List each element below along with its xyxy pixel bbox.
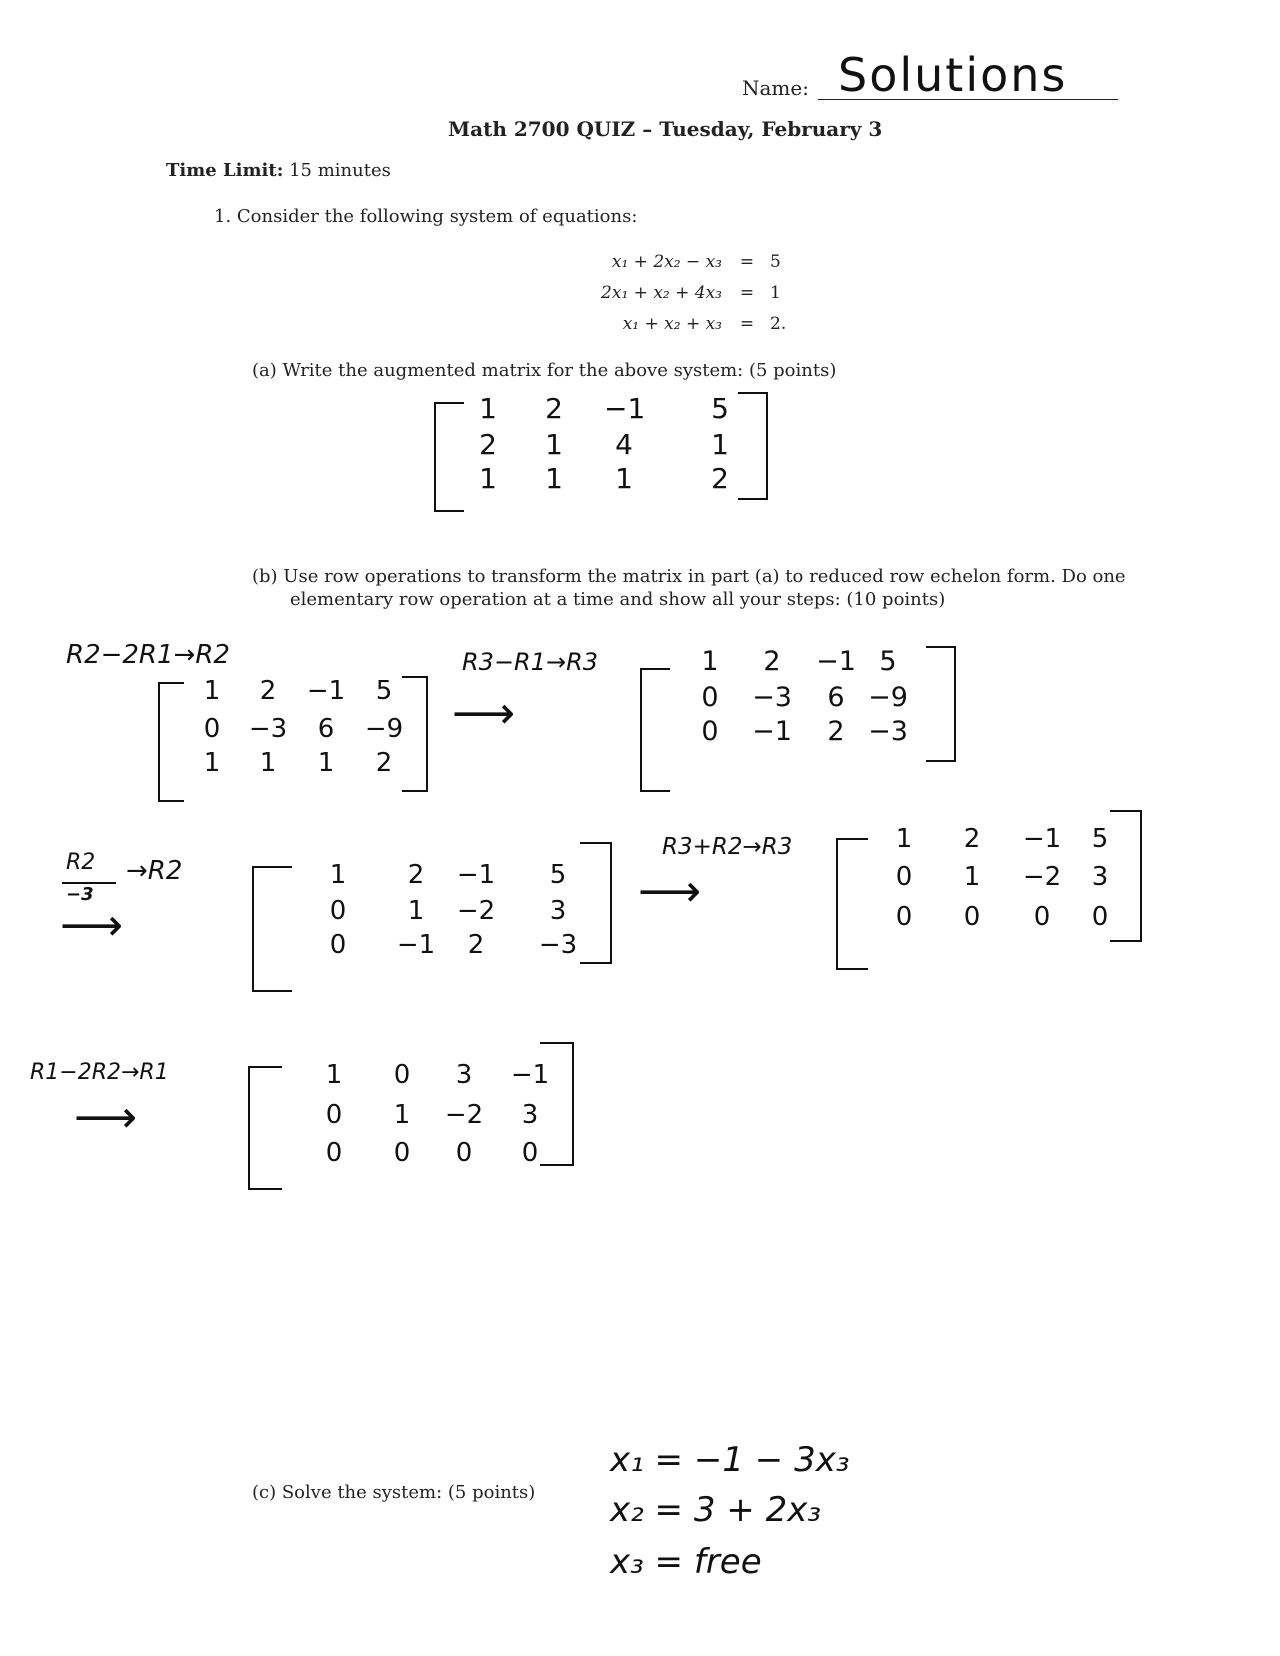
right-bracket xyxy=(402,676,428,792)
matrix-cell: 0 xyxy=(329,896,347,926)
matrix-cell: 2 xyxy=(375,748,393,778)
matrix-cell: 6 xyxy=(317,714,335,744)
matrix-cell: 0 xyxy=(895,902,913,932)
matrix-cell: 1 xyxy=(407,896,425,926)
step-3-matrix xyxy=(252,842,612,990)
matrix-cell: −9 xyxy=(868,682,908,713)
equation-2-op: = xyxy=(739,283,755,303)
matrix-cell: 1 xyxy=(325,1060,343,1090)
matrix-cell: 1 xyxy=(393,1100,411,1130)
matrix-cell: 0 xyxy=(963,902,981,932)
matrix-cell: 1 xyxy=(895,824,913,854)
matrix-cell: 0 xyxy=(1091,902,1109,932)
step-1-matrix xyxy=(158,676,428,806)
part-b-prompt-line1: (b) Use row operations to transform the matrix in part (a) to reduced row echelon form. Do one xyxy=(252,566,1126,587)
solution-line-3: x₃ = free xyxy=(610,1542,762,1582)
time-limit xyxy=(166,160,391,181)
matrix-cell: −1 xyxy=(816,646,856,677)
matrix-cell: 1 xyxy=(317,748,335,778)
matrix-cell: 0 xyxy=(325,1100,343,1130)
step-4-label: R3+R2→R3 xyxy=(662,834,793,860)
equation-3-lhs: x₁ + x₂ + x₃ xyxy=(622,314,722,334)
step-2-matrix xyxy=(640,646,956,788)
equation-2-rhs: 1 xyxy=(770,283,781,303)
step-2-label: R3−R1→R3 xyxy=(462,648,599,676)
equation-1-lhs: x₁ + 2x₂ − x₃ xyxy=(611,252,722,272)
matrix-cell: 2 xyxy=(467,930,485,960)
matrix-cell: 1 xyxy=(545,462,563,495)
matrix-cell: −2 xyxy=(456,896,496,926)
matrix-cell: 5 xyxy=(549,860,567,890)
arrow-icon: ⟶ xyxy=(74,1092,138,1143)
matrix-cell: 2 xyxy=(711,462,729,495)
matrix-cell: −1 xyxy=(752,716,792,747)
time-limit-label: Time Limit: xyxy=(166,160,284,181)
arrow-icon: ⟶ xyxy=(638,866,702,917)
matrix-cell: 6 xyxy=(827,682,845,713)
matrix-cell: 1 xyxy=(615,462,633,495)
name-label: Name: xyxy=(742,76,809,100)
matrix-cell: 1 xyxy=(711,428,729,461)
matrix-cell: 2 xyxy=(963,824,981,854)
matrix-cell: 0 xyxy=(701,716,719,747)
matrix-cell: 1 xyxy=(701,646,719,677)
matrix-cell: −1 xyxy=(396,930,436,960)
matrix-cell: 0 xyxy=(701,682,719,713)
matrix-cell: 0 xyxy=(895,862,913,892)
matrix-cell: 1 xyxy=(545,428,563,461)
part-a-prompt: (a) Write the augmented matrix for the above system: (5 points) xyxy=(252,360,837,381)
matrix-cell: 0 xyxy=(393,1138,411,1168)
matrix-cell: 3 xyxy=(521,1100,539,1130)
step-3-label-rest: →R2 xyxy=(126,856,183,886)
right-bracket xyxy=(926,646,956,762)
left-bracket xyxy=(158,682,184,802)
equation-2-lhs: 2x₁ + x₂ + 4x₃ xyxy=(601,283,722,303)
part-c-prompt: (c) Solve the system: (5 points) xyxy=(252,1482,536,1503)
matrix-cell: −3 xyxy=(868,716,908,747)
matrix-cell: 3 xyxy=(1091,862,1109,892)
matrix-cell: 5 xyxy=(879,646,897,677)
matrix-cell: 1 xyxy=(203,748,221,778)
matrix-cell: 0 xyxy=(325,1138,343,1168)
matrix-cell: 1 xyxy=(963,862,981,892)
matrix-cell: 2 xyxy=(827,716,845,747)
part-b-prompt-line2: elementary row operation at a time and show all your steps: (10 points) xyxy=(290,589,946,610)
matrix-cell: 5 xyxy=(375,676,393,706)
question-1-prompt: 1. Consider the following system of equations: xyxy=(214,206,638,227)
matrix-cell: 0 xyxy=(455,1138,473,1168)
matrix-cell: −9 xyxy=(364,714,404,744)
step-1-label: R2−2R1→R2 xyxy=(66,640,230,670)
matrix-cell: −1 xyxy=(1022,824,1062,854)
matrix-cell: 2 xyxy=(545,392,563,425)
matrix-cell: 1 xyxy=(479,462,497,495)
matrix-cell: 2 xyxy=(763,646,781,677)
arrow-icon: ⟶ xyxy=(60,900,124,951)
name-value: Solutions xyxy=(838,48,1068,102)
left-bracket xyxy=(252,866,292,992)
matrix-cell: −2 xyxy=(444,1100,484,1130)
solution-line-2: x₂ = 3 + 2x₃ xyxy=(610,1490,821,1530)
matrix-cell: 2 xyxy=(479,428,497,461)
right-bracket xyxy=(738,392,768,500)
matrix-cell: 0 xyxy=(329,930,347,960)
equation-1-rhs: 5 xyxy=(770,252,781,272)
matrix-cell: 1 xyxy=(203,676,221,706)
matrix-cell: 1 xyxy=(479,392,497,425)
equation-1-op: = xyxy=(739,252,755,272)
matrix-cell: 0 xyxy=(1033,902,1051,932)
matrix-cell: 5 xyxy=(1091,824,1109,854)
time-limit-value: 15 minutes xyxy=(289,160,391,181)
matrix-cell: 3 xyxy=(549,896,567,926)
left-bracket xyxy=(434,402,464,512)
matrix-cell: 0 xyxy=(393,1060,411,1090)
matrix-cell: 0 xyxy=(203,714,221,744)
arrow-icon: ⟶ xyxy=(452,688,516,739)
right-bracket xyxy=(580,842,612,964)
quiz-title: Math 2700 QUIZ – Tuesday, February 3 xyxy=(448,117,883,141)
matrix-cell: 1 xyxy=(259,748,277,778)
matrix-cell: 4 xyxy=(615,428,633,461)
matrix-cell: −1 xyxy=(456,860,496,890)
matrix-cell: −2 xyxy=(1022,862,1062,892)
equation-3-op: = xyxy=(739,314,755,334)
matrix-cell: 2 xyxy=(259,676,277,706)
augmented-matrix xyxy=(434,392,768,518)
matrix-cell: 2 xyxy=(407,860,425,890)
matrix-cell: 1 xyxy=(329,860,347,890)
step-5-matrix xyxy=(248,1042,574,1190)
matrix-cell: −3 xyxy=(538,930,578,960)
matrix-cell: 5 xyxy=(711,392,729,425)
matrix-cell: −3 xyxy=(752,682,792,713)
matrix-cell: −1 xyxy=(510,1060,550,1090)
left-bracket xyxy=(640,668,670,792)
matrix-cell: −1 xyxy=(306,676,346,706)
equation-3-rhs: 2. xyxy=(770,314,787,334)
step-3-label-numerator: R2 xyxy=(66,850,96,875)
matrix-cell: 0 xyxy=(521,1138,539,1168)
solution-line-1: x₁ = −1 − 3x₃ xyxy=(610,1440,850,1480)
matrix-cell: −3 xyxy=(248,714,288,744)
step-3-label-denominator: −3 xyxy=(66,884,94,905)
name-underline xyxy=(818,99,1118,100)
left-bracket xyxy=(248,1066,282,1190)
step-5-label: R1−2R2→R1 xyxy=(30,1060,169,1085)
matrix-cell: −1 xyxy=(604,392,646,425)
matrix-cell: 3 xyxy=(455,1060,473,1090)
step-4-matrix xyxy=(836,810,1142,970)
left-bracket xyxy=(836,838,868,970)
